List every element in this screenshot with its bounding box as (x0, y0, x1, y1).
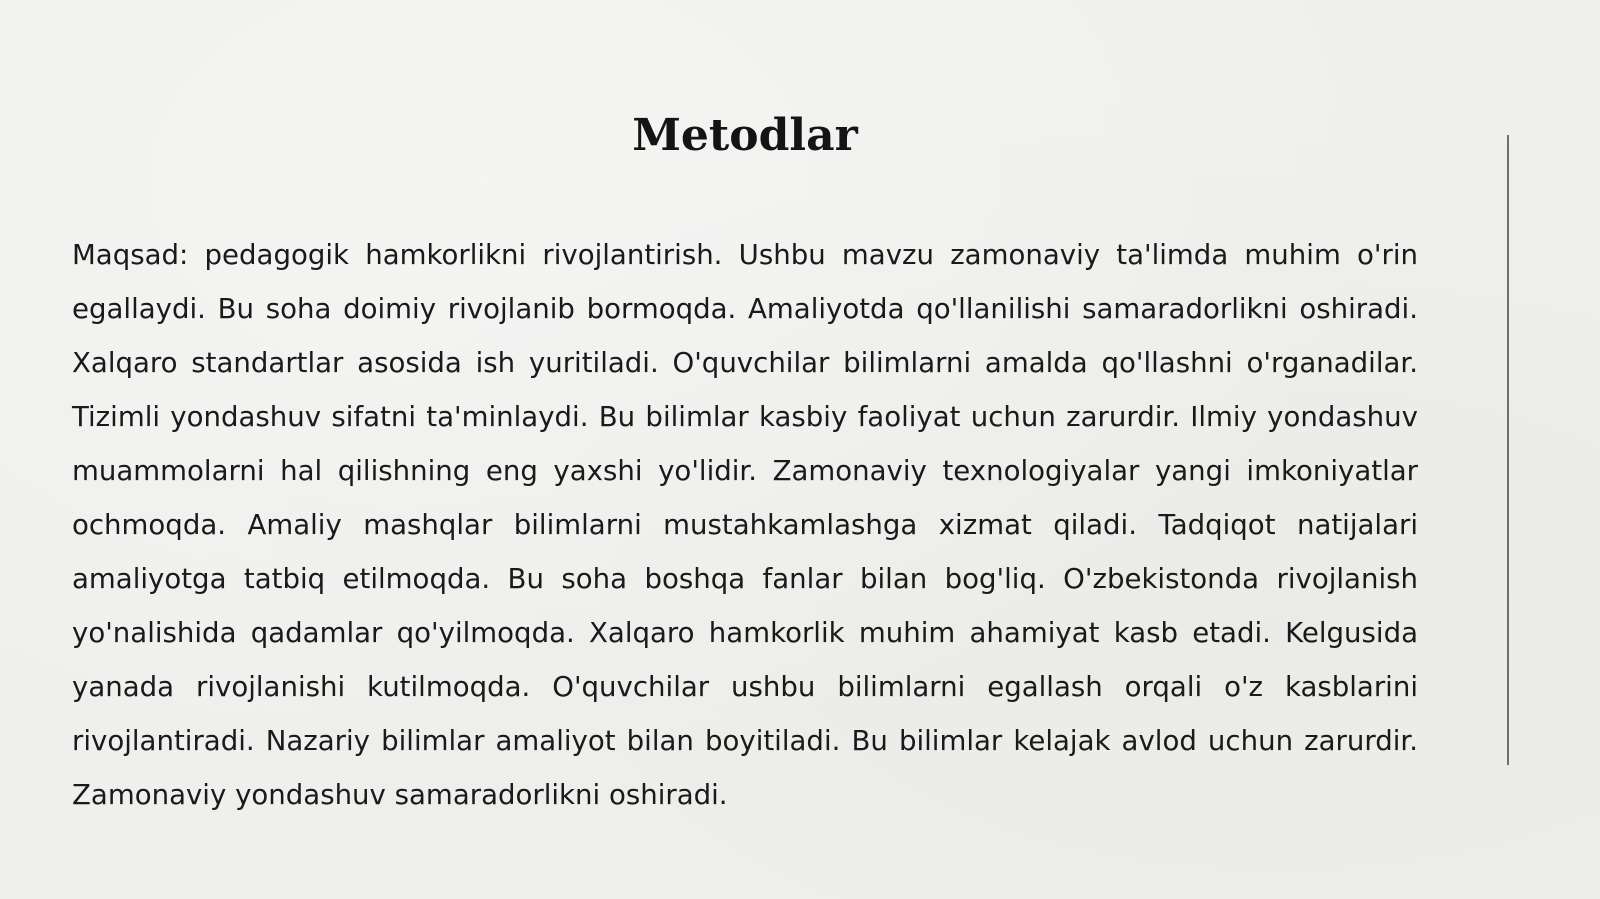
vertical-divider (1507, 135, 1509, 765)
slide-body-text: Maqsad: pedagogik hamkorlikni rivojlantirish. Ushbu mavzu zamonaviy ta'limda muhim o'rin egallaydi. Bu soha doimiy rivojlanib bormoqda. Amaliyotda qo'llanilishi samaradorlikni oshiradi. Xalqaro standartlar asosida ish yuritiladi. O'quvchilar bilimlarni amalda qo'llashni o'rganadilar. Tizimli yondashuv sifatni ta'minlaydi. Bu bilimlar kasbiy faoliyat uchun zarurdir. Ilmiy yondashuv muammolarni hal qilishning eng yaxshi yo'lidir. Zamonaviy texnologiyalar yangi imkoniyatlar ochmoqda. Amaliy mashqlar bilimlarni mustahkamlashga xizmat qiladi. Tadqiqot natijalari amaliyotga tatbiq etilmoqda. Bu soha boshqa fanlar bilan bog'liq. O'zbekistonda rivojlanish yo'nalishida qadamlar qo'yilmoqda. Xalqaro hamkorlik muhim ahamiyat kasb etadi. Kelgusida yanada rivojlanishi kutilmoqda. O'quvchilar ushbu bilimlarni egallash orqali o'z kasblarini rivojlantiradi. Nazariy bilimlar amaliyot bilan boyitiladi. Bu bilimlar kelajak avlod uchun zarurdir. Zamonaviy yondashuv samaradorlikni oshiradi. (72, 238, 1418, 811)
slide-title: Metodlar (632, 110, 858, 161)
